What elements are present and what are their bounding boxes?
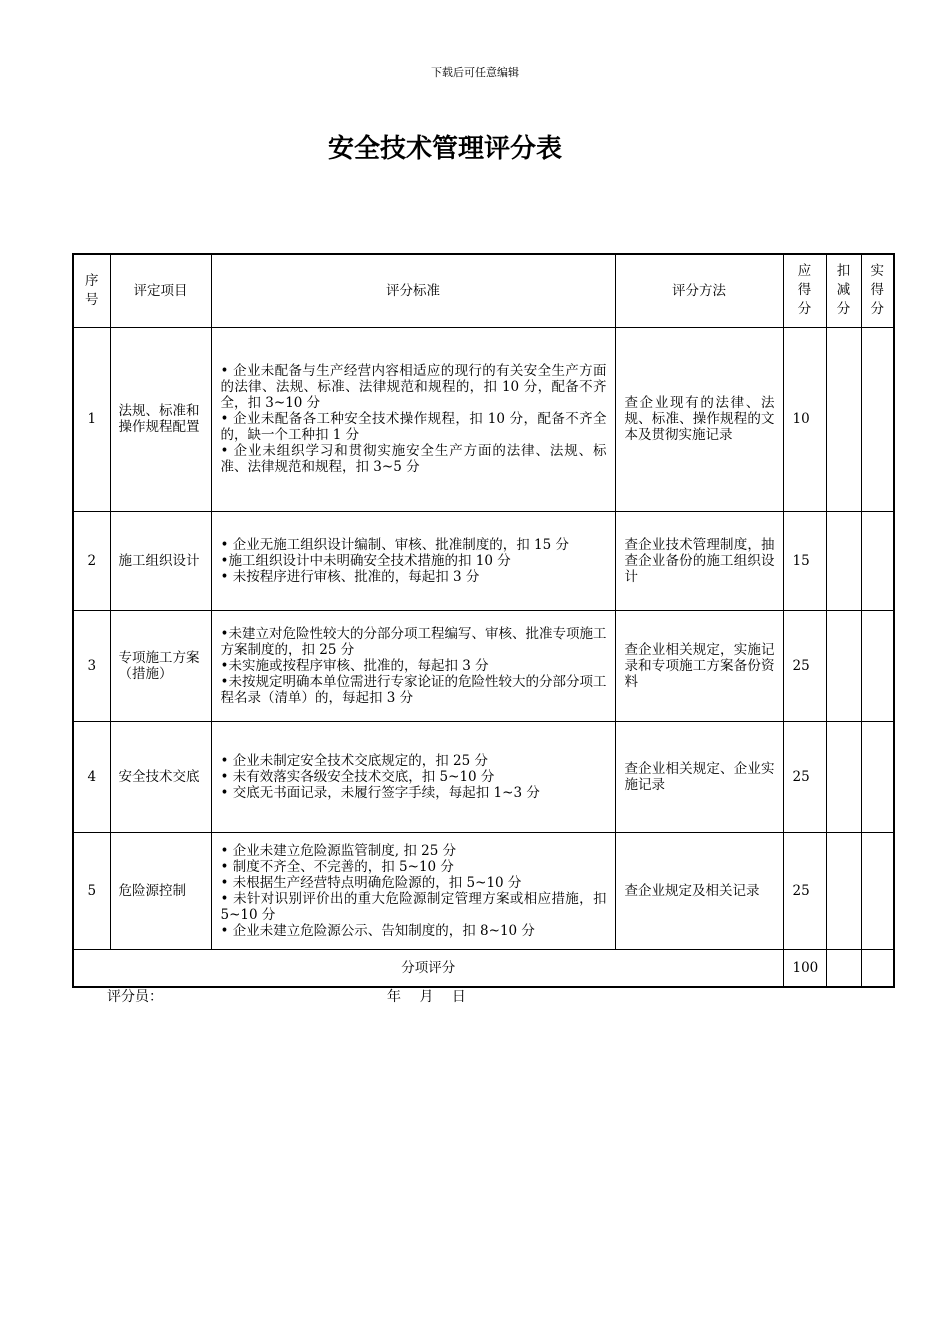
criteria-line: • 未有效落实各级安全技术交底，扣 5~10 分 [220, 768, 495, 785]
row-method: 查企业技术管理制度，抽查企业备份的施工组织设计 [615, 511, 783, 610]
criteria-line: •未建立对危险性较大的分部分项工程编写、审核、批准专项施工方案制度的，扣 25 分 [220, 625, 607, 658]
header-actual-char: 分 [870, 301, 884, 318]
row-due-score: 25 [783, 721, 826, 832]
header-actual-char: 实 [870, 263, 884, 280]
row-deduct-score [826, 327, 861, 511]
summary-row [73, 949, 894, 987]
header-deduct-char: 减 [836, 282, 851, 299]
table-row [73, 721, 894, 832]
row-item: 专项施工方案（措施） [110, 610, 211, 721]
row-method: 查企业规定及相关记录 [615, 832, 783, 949]
rater-label: 评分员： [107, 989, 163, 1005]
date-day-label: 日 [451, 989, 466, 1005]
header-note: 下载后可任意编辑 [431, 66, 519, 79]
row-criteria [211, 832, 615, 949]
row-method: 查企业相关规定、企业实施记录 [615, 721, 783, 832]
summary-deduct-score [826, 949, 861, 987]
date-month-label: 月 [419, 989, 434, 1005]
score-table [72, 253, 895, 988]
row-deduct-score [826, 610, 861, 721]
row-actual-score [861, 610, 894, 721]
row-index: 4 [73, 721, 110, 832]
header-due-score [783, 254, 826, 327]
criteria-line: • 企业未组织学习和贯彻实施安全生产方面的法律、法规、标准、法律规范和规程，扣 3~5 分 [220, 443, 607, 475]
row-index: 3 [73, 610, 110, 721]
criteria-line: • 交底无书面记录，未履行签字手续，每起扣 1~3 分 [220, 784, 540, 801]
row-due-score: 10 [783, 327, 826, 511]
header-index-char: 号 [85, 291, 99, 308]
date-field [387, 988, 480, 1006]
header-criteria: 评分标准 [211, 254, 615, 327]
criteria-line: •未实施或按程序审核、批准的，每起扣 3 分 [220, 657, 489, 674]
header-deduct-char: 扣 [836, 263, 851, 280]
summary-actual-score [861, 949, 894, 987]
header-actual-score [861, 254, 894, 327]
criteria-line: • 企业未配备与生产经营内容相适应的现行的有关安全生产方面的法律、法规、标准、法律规范和规程的，扣 10 分，配备不齐全，扣 3~10 分 [220, 363, 607, 411]
criteria-line: • 企业未配备各工种安全技术操作规程，扣 10 分，配备不齐全的，缺一个工种扣 1 分 [220, 411, 607, 443]
table-row [73, 610, 894, 721]
header-deduct-score [826, 254, 861, 327]
row-due-score: 25 [783, 610, 826, 721]
header-deduct-char: 分 [836, 301, 851, 318]
row-due-score: 25 [783, 832, 826, 949]
row-method: 查企业相关规定，实施记录和专项施工方案备份资料 [615, 610, 783, 721]
criteria-line: • 未针对识别评价出的重大危险源制定管理方案或相应措施，扣 5~10 分 [220, 890, 607, 923]
row-due-score: 15 [783, 511, 826, 610]
row-deduct-score [826, 832, 861, 949]
criteria-line: • 企业无施工组织设计编制、审核、批准制度的，扣 15 分 [220, 536, 570, 553]
row-deduct-score [826, 721, 861, 832]
table-header-row [73, 254, 894, 327]
row-deduct-score [826, 511, 861, 610]
criteria-line: •未按规定明确本单位需进行专家论证的危险性较大的分部分项工程名录（清单）的，每起扣 3 分 [220, 673, 607, 706]
row-index: 5 [73, 832, 110, 949]
header-due-char: 应 [797, 263, 812, 280]
summary-label: 分项评分 [73, 949, 783, 987]
row-actual-score [861, 327, 894, 511]
header-due-char: 分 [797, 301, 812, 318]
row-item: 危险源控制 [110, 832, 211, 949]
header-due-char: 得 [797, 282, 812, 299]
criteria-line: •施工组织设计中未明确安全技术措施的扣 10 分 [220, 552, 511, 569]
row-criteria [211, 327, 615, 511]
row-index: 2 [73, 511, 110, 610]
row-actual-score [861, 721, 894, 832]
criteria-line: • 企业未建立危险源监管制度, 扣 25 分 [220, 842, 457, 859]
row-item: 安全技术交底 [110, 721, 211, 832]
summary-due-score: 100 [783, 949, 826, 987]
row-actual-score [861, 832, 894, 949]
row-item: 法规、标准和操作规程配置 [110, 327, 211, 511]
row-criteria [211, 610, 615, 721]
criteria-line: • 企业未制定安全技术交底规定的，扣 25 分 [220, 752, 489, 769]
row-method: 查企业现有的法律、法规、标准、操作规程的文本及贯彻实施记录 [615, 327, 783, 511]
row-item: 施工组织设计 [110, 511, 211, 610]
table-row [73, 511, 894, 610]
date-year-label: 年 [387, 989, 401, 1005]
row-actual-score [861, 511, 894, 610]
criteria-line: • 未按程序进行审核、批准的，每起扣 3 分 [220, 568, 480, 585]
criteria-line: • 未根据生产经营特点明确危险源的，扣 5~10 分 [220, 874, 522, 891]
table-row [73, 832, 894, 949]
header-index-char: 序 [85, 272, 99, 289]
header-index [73, 254, 110, 327]
row-criteria [211, 511, 615, 610]
criteria-line: • 企业未建立危险源公示、告知制度的，扣 8~10 分 [220, 922, 535, 939]
header-method: 评分方法 [615, 254, 783, 327]
row-criteria [211, 721, 615, 832]
header-actual-char: 得 [870, 282, 884, 299]
header-item: 评定项目 [110, 254, 211, 327]
table-row [73, 327, 894, 511]
criteria-line: • 制度不齐全、不完善的，扣 5~10 分 [220, 858, 454, 875]
row-index: 1 [73, 327, 110, 511]
page-title: 安全技术管理评分表 [327, 134, 562, 164]
